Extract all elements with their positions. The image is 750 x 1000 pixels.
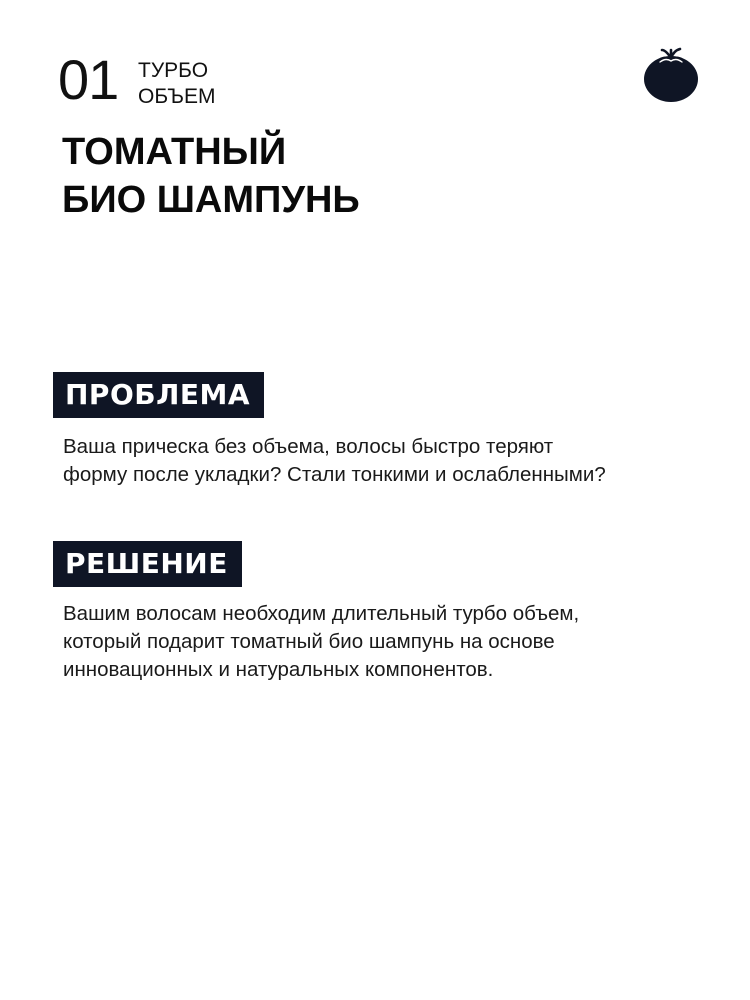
tomato-icon <box>640 44 702 104</box>
title-line-1: ТОМАТНЫЙ <box>62 131 287 173</box>
solution-text-line-1: Вашим волосам необходим длительный турбо объем, <box>63 602 580 625</box>
section-subtitle <box>138 58 216 110</box>
solution-text <box>63 600 703 684</box>
solution-label: РЕШЕНИЕ <box>53 541 242 587</box>
title-line-2: БИО ШАМПУНЬ <box>62 179 360 221</box>
solution-text-line-2: который подарит томатный био шампунь на основе <box>63 630 555 653</box>
product-title <box>62 128 360 224</box>
problem-text <box>63 433 703 489</box>
section-number: 01 <box>58 48 119 111</box>
subtitle-line-2: ОБЪЕМ <box>138 85 216 108</box>
problem-label: ПРОБЛЕМА <box>53 372 264 418</box>
subtitle-line-1: ТУРБО <box>138 59 209 82</box>
problem-text-line-2: форму после укладки? Стали тонкими и ослабленными? <box>63 463 606 486</box>
problem-text-line-1: Ваша прическа без объема, волосы быстро теряют <box>63 435 554 458</box>
solution-text-line-3: инновационных и натуральных компонентов. <box>63 658 494 681</box>
